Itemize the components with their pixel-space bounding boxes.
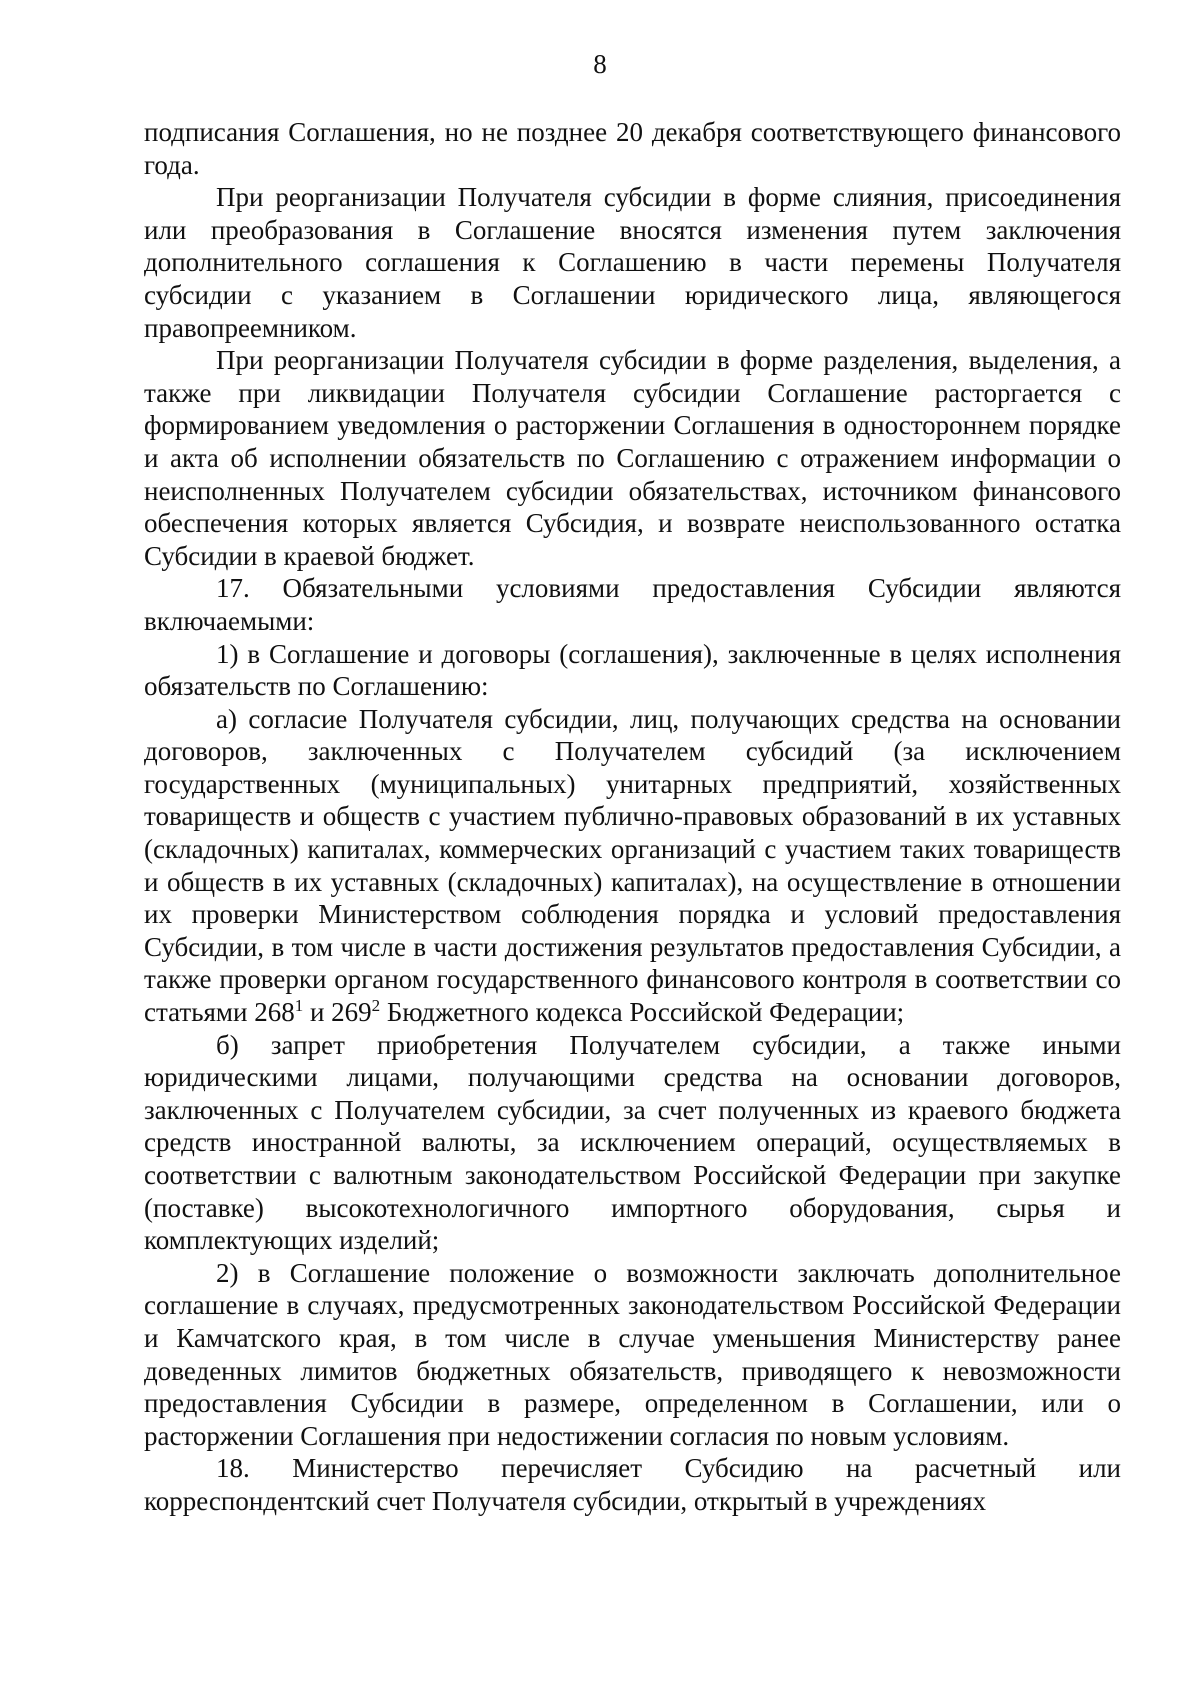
paragraph-subitem-1: 1) в Соглашение и договоры (соглашения), заключенные в целях исполнения обязательств по Соглашению: [144, 638, 1121, 702]
paragraph-reorganization-division: При реорганизации Получателя субсидии в форме разделения, выделения, а также при ликвидации Получателя субсидии Соглашение расторгается с формированием уведомления о расторжении Соглашения в одностороннем порядке и акта об исполнении обязательств по Соглашению с отражением информации о неисполненных Получателем субсидии обязательствах, источником финансового обеспечения которых является Субсидия, и возврате неиспользованного остатка Субсидии в краевой бюджет. [144, 345, 1121, 571]
superscript-1: 1 [294, 996, 304, 1016]
page-number: 8 [593, 49, 607, 79]
paragraph-subitem-a [144, 703, 1121, 1029]
subitem-a-middle: и 269 [303, 997, 372, 1028]
subitem-a-end: Бюджетного кодекса Российской Федерации; [380, 997, 905, 1028]
subitem-a-text: а) согласие Получателя субсидии, лиц, получающих средства на основании договоров, заключенных с Получателем субсидий (за исключением государственных (муниципальных) унитарных предприятий, хозяйственных товариществ и обществ с участием публично-правовых образований в их уставных (складочных) капиталах, коммерческих организаций с участием таких товариществ и обществ в их уставных (складочных) капиталах), на осуществление в отношении их проверки Министерством соблюдения порядка и условий предоставления Субсидии, в том числе в части достижения результатов предоставления Субсидии, а также проверки органом государственного финансового контроля в соответствии со статьями 268 [144, 703, 1121, 1028]
paragraph-item-18: 18. Министерство перечисляет Субсидию на расчетный или корреспондентский счет Получателя субсидии, открытый в учреждениях [144, 1453, 1121, 1516]
paragraph-item-17: 17. Обязательными условиями предоставления Субсидии являются включаемыми: [144, 573, 1121, 636]
paragraph-subitem-2: 2) в Соглашение положение о возможности заключать дополнительное соглашение в случаях, предусмотренных законодательством Российской Федерации и Камчатского края, в том числе в случае уменьшения Министерству ранее доведенных лимитов бюджетных обязательств, приводящего к невозможности предоставления Субсидии в размере, определенном в Соглашении, или о расторжении Соглашения при недостижении согласия по новым условиям. [144, 1257, 1121, 1451]
paragraph-continuation: подписания Соглашения, но не позднее 20 декабря соответствующего финансового года. [144, 117, 1121, 180]
superscript-2: 2 [371, 996, 381, 1016]
paragraph-subitem-b: б) запрет приобретения Получателем субсидии, а также иными юридическими лицами, получающими средства на основании договоров, заключенных с Получателем субсидии, за счет полученных из краевого бюджета средств иностранной валюты, за исключением операций, осуществляемых в соответствии с валютным законодательством Российской Федерации при закупке (поставке) высокотехнологичного импортного оборудования, сырья и комплектующих изделий; [144, 1029, 1121, 1256]
document-body [144, 116, 1121, 1518]
paragraph-reorganization-merger: При реорганизации Получателя субсидии в форме слияния, присоединения или преобразования в Соглашение вносятся изменения путем заключения дополнительного соглашения к Соглашению в части перемены Получателя субсидии с указанием в Соглашении юридического лица, являющегося правопреемником. [144, 182, 1121, 343]
